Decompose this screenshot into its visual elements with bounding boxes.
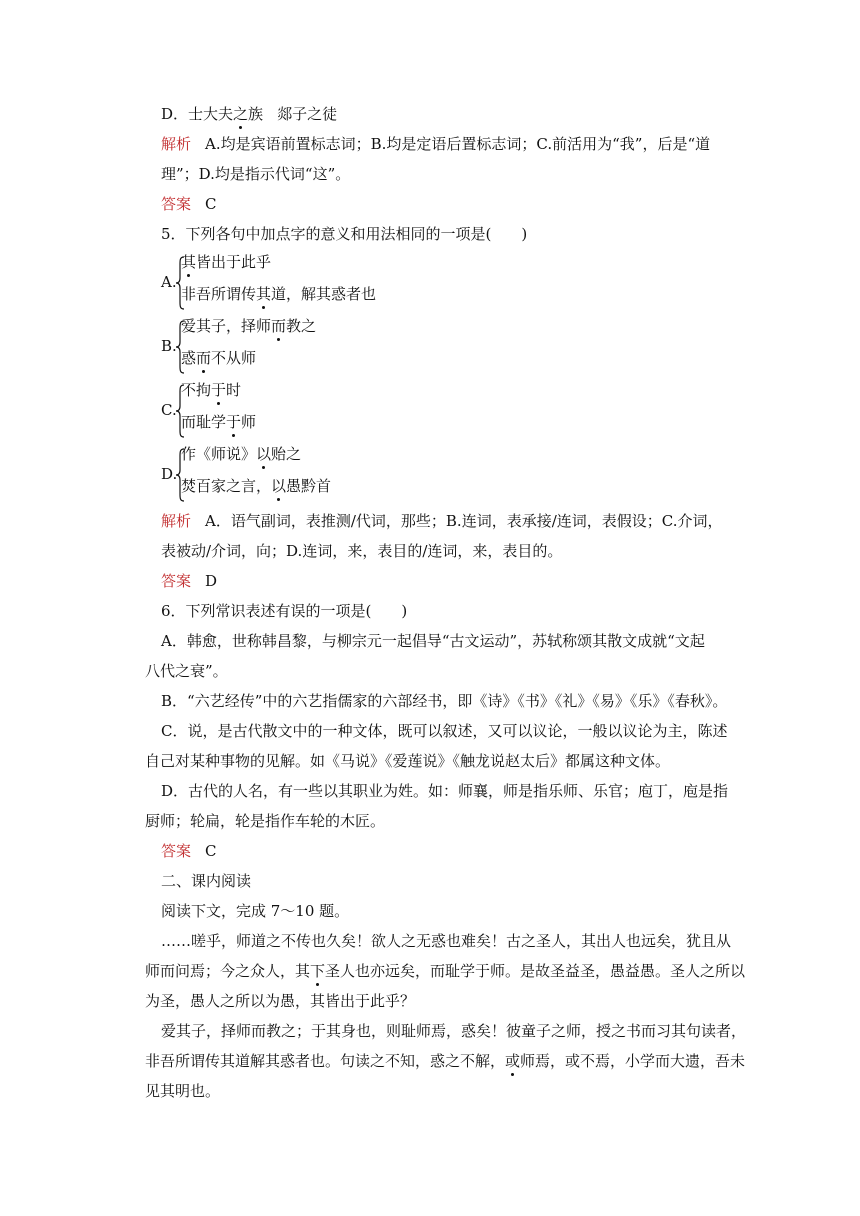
answer-1-line — [161, 194, 741, 214]
q6-option-b: B．“六艺经传”中的六艺指儒家的六部经书，即《诗》《书》《礼》《易》《乐》《春秋》。 — [161, 692, 728, 710]
option-d-text-part2: 郯子之徒 — [277, 105, 338, 123]
option-b-sentence-1: 爱其子，择师而教之 — [181, 317, 317, 335]
option-letter: A. — [161, 273, 177, 291]
answer-label: 答案 — [161, 842, 192, 860]
dotted-char: 其 — [256, 285, 272, 303]
dotted-char: 而 — [196, 349, 212, 367]
q6-option-a-line-1: A．韩愈，世称韩昌黎，与柳宗元一起倡导“古文运动”，苏轼称颂其散文成就“文起 — [161, 632, 705, 650]
option-a-sentence-2: 非吾所谓传其道，解其惑者也 — [181, 285, 377, 303]
reading-p2-line-1: 爱其子，择师而教之；于其身也，则耻师焉，惑矣！彼童子之师，授之书而习其句读者， — [161, 1022, 747, 1040]
reading-p1-line-3: 为圣，愚人之所以为愚，其皆出于此乎？ — [145, 992, 416, 1010]
dotted-char: 于 — [226, 413, 242, 431]
answer-value: C — [205, 195, 217, 213]
reading-p2-line-2: 非吾所谓传其道解其惑者也。句读之不知，惑之不解，或师焉，或不焉，小学而大遗，吾未 — [145, 1052, 746, 1070]
option-c-sentence-1: 不拘于时 — [181, 381, 242, 399]
option-letter: D. — [161, 465, 178, 483]
option-d-sentence-1: 作《师说》以贻之 — [181, 445, 302, 463]
section-2-heading: 二、课内阅读 — [161, 872, 252, 890]
option-b-sentence-2: 惑而不从师 — [181, 349, 257, 367]
answer-label: 答案 — [161, 195, 192, 213]
option-letter: C. — [161, 401, 177, 419]
reading-p2-line-3: 见其明也。 — [145, 1082, 221, 1100]
q6-option-a-line-2: 八代之衰”。 — [145, 662, 228, 680]
analysis-label: 解析 — [161, 512, 192, 530]
q6-option-c-line-2: 自己对某种事物的见解。如《马说》《爱莲说》《触龙说赵太后》都属这种文体。 — [145, 752, 671, 770]
q6-option-c-line-1: C．说，是古代散文中的一种文体，既可以叙述，又可以议论，一般以议论为主，陈述 — [161, 722, 728, 740]
dotted-char: 于 — [211, 381, 227, 399]
q5-option-b — [161, 316, 721, 378]
option-d-line — [161, 104, 741, 124]
option-a-sentence-1: 其皆出于此乎 — [181, 253, 272, 271]
dotted-char: 下 — [310, 962, 326, 980]
q6-option-d-line-2: 厨师；轮扁，轮是指作车轮的木匠。 — [145, 812, 386, 830]
analysis-1-text: A.均是宾语前置标志词；B.均是定语后置标志词；C.前活用为“我”，后是“道 — [205, 135, 711, 153]
dotted-char: 而 — [271, 317, 287, 335]
dotted-char: 之 — [233, 105, 249, 123]
analysis-1-line-2: 理”；D.均是指示代词“这”。 — [161, 165, 351, 183]
reading-intro: 阅读下文，完成 7～10 题。 — [161, 902, 350, 920]
dotted-char: 以 — [256, 445, 272, 463]
reading-p1-line-2: 师而问焉；今之众人，其下圣人也亦远矣，而耻学于师。是故圣益圣，愚益愚。圣人之所以 — [145, 962, 746, 980]
dotted-char: 其 — [181, 253, 197, 271]
answer-2-line — [161, 571, 741, 591]
dotted-char: 或 — [505, 1052, 521, 1070]
answer-value: C — [205, 842, 217, 860]
answer-label: 答案 — [161, 572, 192, 590]
option-c-sentence-2: 而耻学于师 — [181, 413, 257, 431]
option-d-text-part1: D．士大夫之族 — [161, 105, 264, 123]
question-5: 5．下列各句中加点字的意义和用法相同的一项是( ) — [161, 225, 528, 243]
option-d-sentence-2: 焚百家之言，以愚黔首 — [181, 477, 332, 495]
analysis-2-line-2: 表被动/介词，向；D.连词，来，表目的/连词，来，表目的。 — [161, 542, 563, 560]
q5-option-d — [161, 444, 721, 506]
analysis-1-line-1 — [161, 134, 741, 154]
analysis-label: 解析 — [161, 135, 192, 153]
q5-option-a — [161, 252, 721, 314]
answer-value: D — [205, 572, 218, 590]
q6-option-d-line-1: D．古代的人名，有一些以其职业为姓。如：师襄，师是指乐师、乐官；庖丁，庖是指 — [161, 782, 729, 800]
question-6: 6．下列常识表述有误的一项是( ) — [161, 602, 408, 620]
reading-p1-line-1: ……嗟乎，师道之不传也久矣！欲人之无惑也难矣！古之圣人，其出人也远矣，犹且从 — [161, 932, 732, 950]
answer-3-line — [161, 841, 741, 861]
analysis-2-line-1 — [161, 511, 741, 531]
analysis-2-text: A．语气副词，表推测/代词，那些；B.连词，表承接/连词，表假设；C.介词， — [205, 512, 723, 530]
dotted-char: 以 — [271, 477, 287, 495]
q5-option-c — [161, 380, 721, 442]
option-letter: B. — [161, 337, 177, 355]
